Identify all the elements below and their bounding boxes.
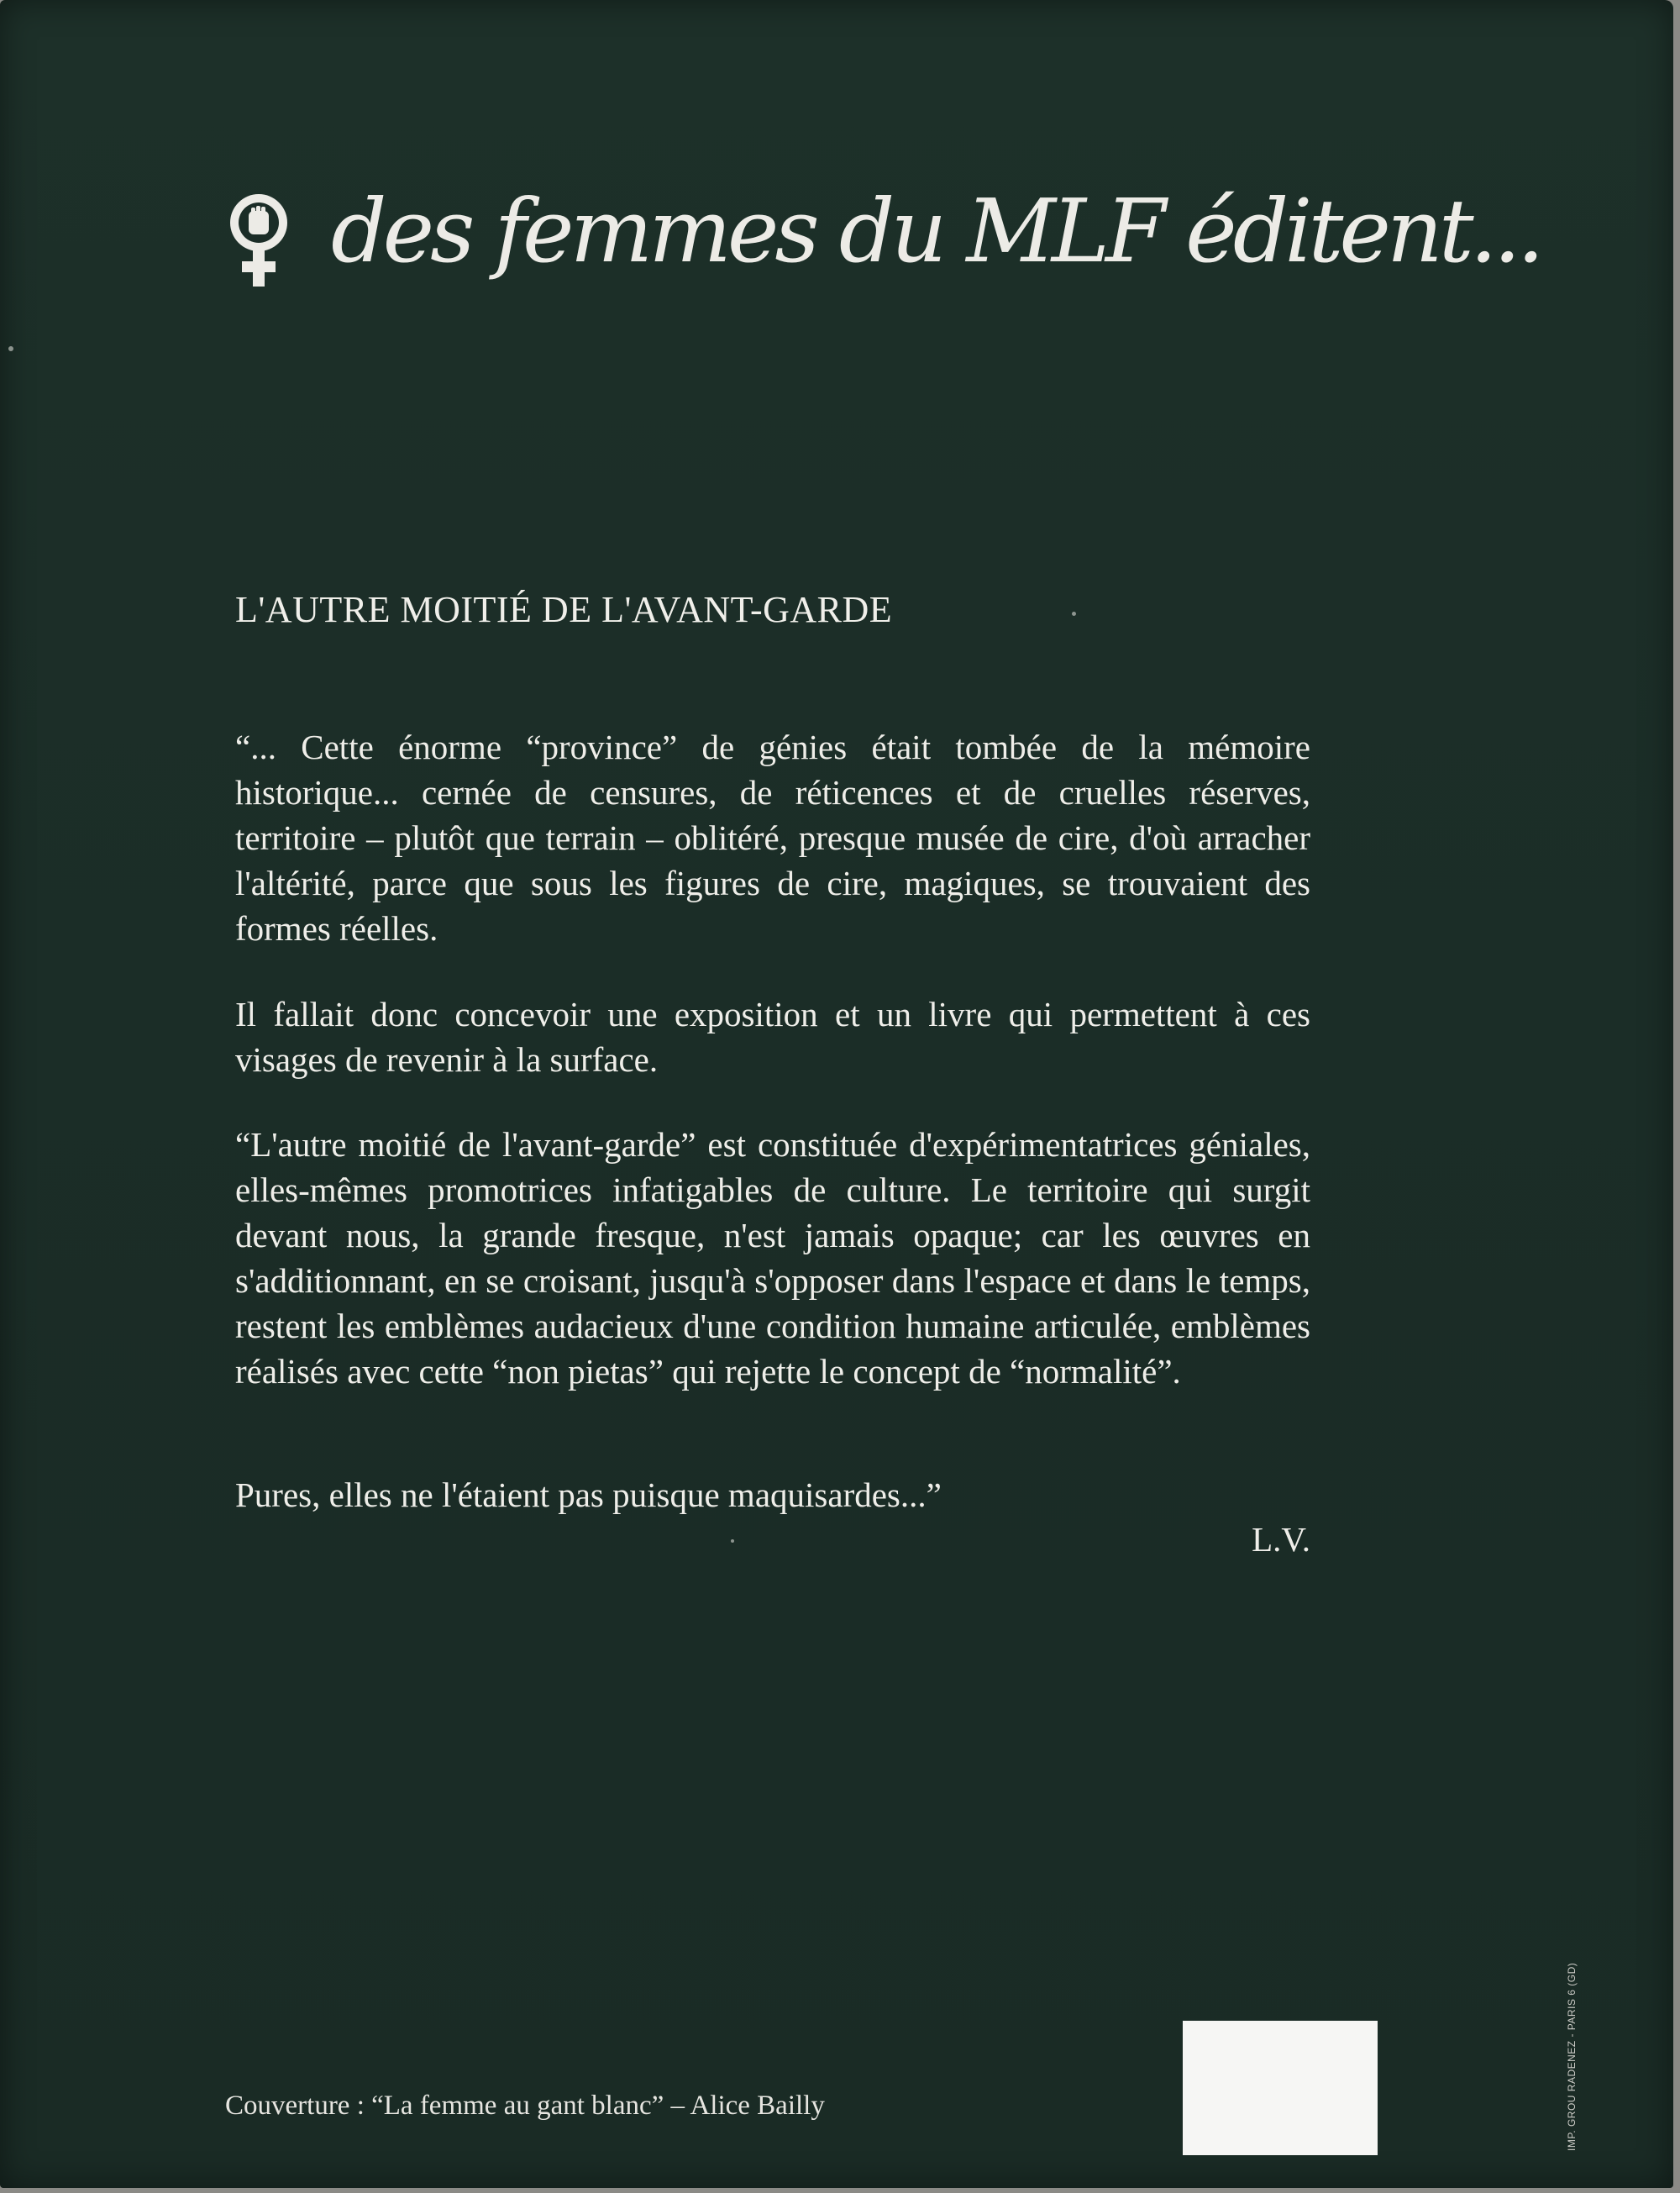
publisher-header bbox=[225, 172, 1541, 290]
scuff-mark bbox=[731, 1539, 734, 1543]
paragraph: Pures, elles ne l'étaient pas puisque maquisardes...” bbox=[235, 1475, 942, 1514]
printer-note: IMP. GROU RADENEZ - PARIS 6 (GD) bbox=[1566, 1962, 1578, 2151]
venus-fist-icon bbox=[225, 191, 292, 288]
publisher-line: des femmes du MLF éditent... bbox=[331, 180, 1541, 282]
cover-credit: Couverture : “La femme au gant blanc” – Alice Bailly bbox=[225, 2090, 825, 2121]
book-title: L'AUTRE MOITIÉ DE L'AVANT-GARDE bbox=[235, 589, 893, 630]
scuff-mark bbox=[1072, 612, 1076, 616]
scuff-mark bbox=[8, 346, 13, 351]
signature: L.V. bbox=[1252, 1520, 1310, 1559]
paragraph: “L'autre moitié de l'avant-garde” est constituée d'expérimentatrices géniales, elles-mêmes promotrices infatigables de culture. Le territoire qui surgit devant nous, la grande fresque, n'est jamais opaque; car les œuvres en s'additionnant, en se croisant, jusqu'à s'opposer dans l'espace et dans le temps, restent les emblèmes audacieux d'une condition humaine articulée, emblèmes réalisés avec cette “non pietas” qui rejette le concept de “normalité”. bbox=[235, 1125, 1310, 1391]
paragraph: “... Cette énorme “province” de génies était tombée de la mémoire historique... cernée de censures, de réticences et de cruelles réserves, territoire – plutôt que terrain – oblitéré, presque musée de cire, d'où arracher l'altérité, parce que sous les figures de cire, magiques, se trouvaient des formes réelles. bbox=[235, 728, 1310, 948]
price-label-box bbox=[1183, 2021, 1378, 2155]
paragraph: Il fallait donc concevoir une exposition et un livre qui permettent à ces visages de revenir à la surface. bbox=[235, 995, 1310, 1079]
